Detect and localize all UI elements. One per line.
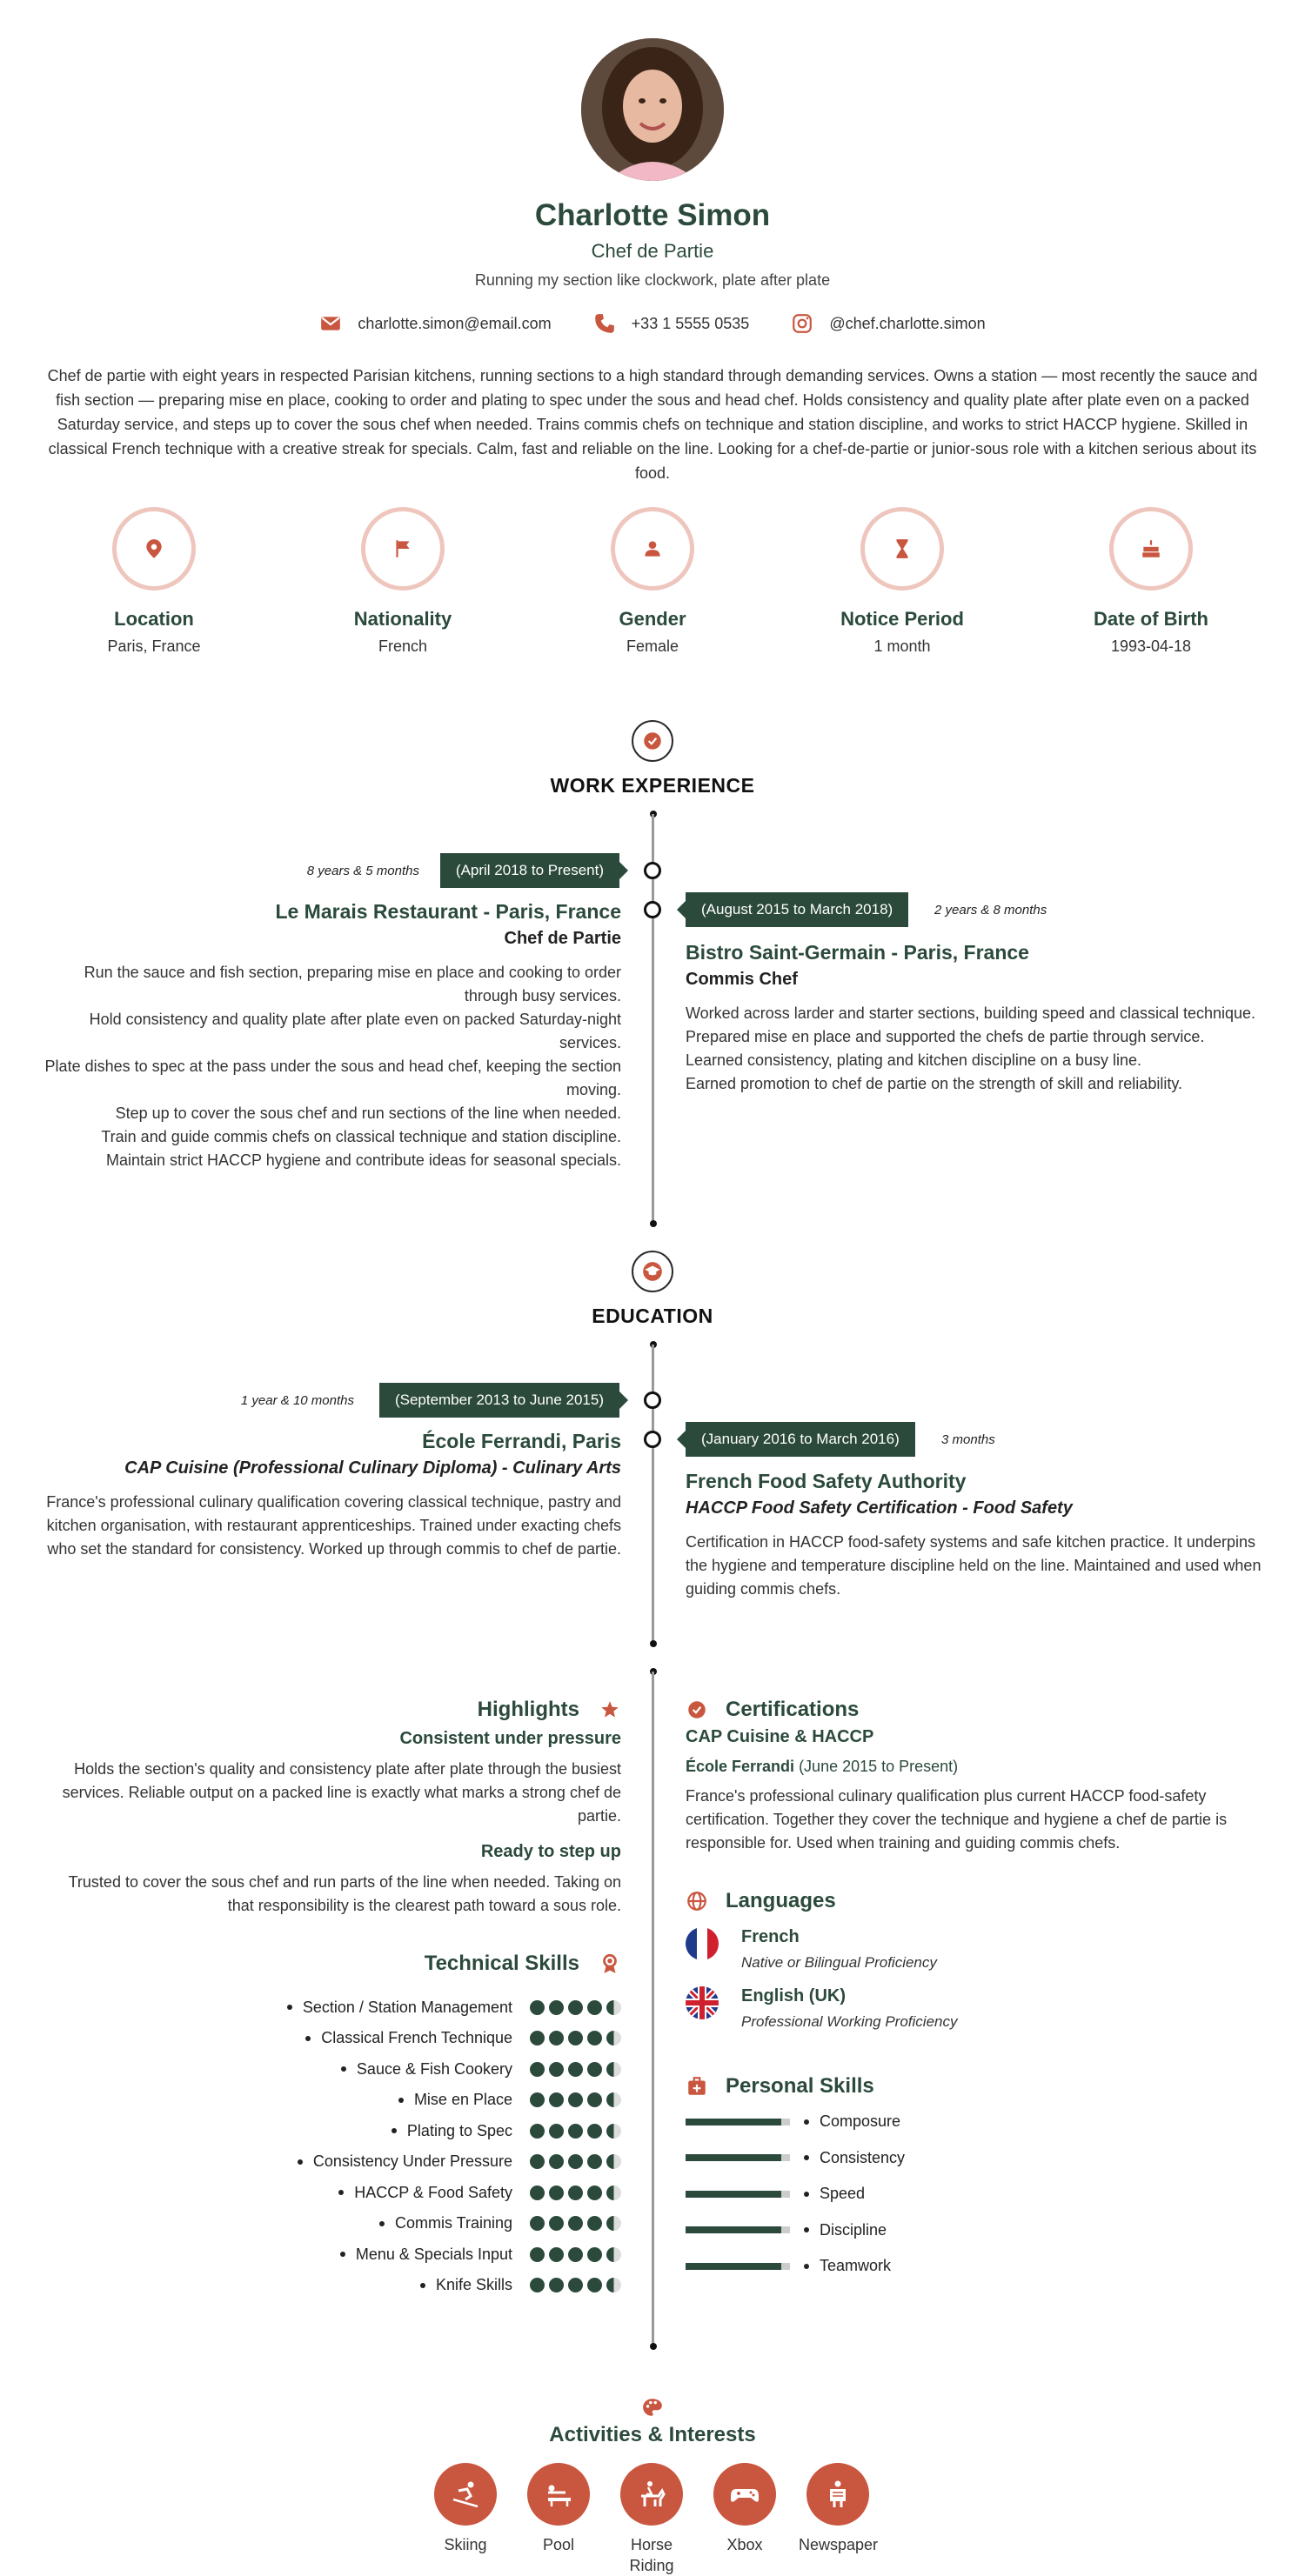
skill-name: Section / Station Management [302,1998,512,2016]
rating-dot [530,2186,545,2200]
rating-dot [549,2000,564,2015]
personal-skills-section [686,2074,1268,2300]
info-label: Nationality [353,608,452,630]
activity-label: Newspaper [799,2536,879,2553]
rating-dot [549,2216,564,2231]
rating-dot [530,2031,545,2045]
duration-label: 3 months [941,1432,995,1447]
timeline-line [652,1672,654,2345]
rating-dot [587,2278,602,2292]
award-ribbon-icon [599,1952,621,1975]
highlight-title: Consistent under pressure [399,1729,621,1748]
info-value: French [378,637,428,655]
description-line: Prepared mise en place and supported the chefs de partie through service. [686,1028,1205,1045]
technical-skill-row [338,2177,621,2208]
bullet [804,2119,809,2125]
activity-pool [519,2463,598,2555]
technical-skills-section [38,1952,621,2317]
pool-icon [541,2477,576,2512]
rating-dot [530,2062,545,2077]
info-label: Gender [619,608,686,630]
activity-xbox [706,2463,784,2555]
timeline-dot [650,1640,657,1647]
skiing-icon [448,2477,483,2512]
rating-dot [587,2186,602,2200]
badge-check-icon [686,1698,708,1721]
graduation-cap-icon [641,1260,664,1283]
date-tag: (September 2013 to June 2015) [379,1383,619,1418]
job-role: Commis Chef [686,970,798,989]
instagram-icon [791,312,813,335]
rating-dot [606,2154,621,2169]
rating-dot [606,2092,621,2107]
rating-dot [530,2247,545,2262]
rating-dot [568,2000,583,2015]
certification-dates: (June 2015 to Present) [799,1758,959,1775]
work-entry [686,941,1268,1096]
skill-name: Speed [820,2185,866,2202]
contact-email[interactable] [319,312,551,335]
info-value: Female [626,637,679,655]
info-gender [557,507,748,656]
rating-dot [606,2216,621,2231]
bullet [804,2192,809,2197]
job-role: Chef de Partie [504,929,621,948]
star-award-icon [599,1698,621,1721]
highlights-section [38,1698,621,1918]
rating-dot [530,2154,545,2169]
rating-dot [587,2247,602,2262]
skill-level-bar [686,2263,790,2270]
skill-name: Consistency Under Pressure [312,2152,512,2170]
skill-name: Consistency [820,2148,906,2166]
skill-name: Menu & Specials Input [355,2245,512,2263]
contact-email-text: charlotte.simon@email.com [358,314,552,332]
school-name: École Ferrandi, Paris [422,1430,621,1452]
skill-name: Knife Skills [435,2276,512,2293]
description-line: Worked across larder and starter sections, building speed and classical technique. [686,1004,1256,1022]
newspaper-icon [820,2477,855,2512]
email-icon [319,312,342,335]
bullet [340,2252,345,2257]
activity-label: Pool [542,2536,575,2553]
flag-icon [392,537,414,560]
section-title: Highlights [477,1698,579,1721]
rating-dot [587,2124,602,2139]
rating-dot [549,2092,564,2107]
work-entry [38,900,621,1172]
skill-name: Composure [820,2112,901,2130]
rating-dot [587,2031,602,2045]
description-line: Plate dishes to spec at the pass under the sous and head chef, keeping the section moving. [44,1058,621,1098]
bullet [420,2283,425,2288]
rating-dot [549,2062,564,2077]
rating-dot [549,2154,564,2169]
duration-label: 1 year & 10 months [240,1393,354,1408]
bullet [298,2159,303,2165]
rating-dot [530,2000,545,2015]
timeline-node [644,862,661,879]
horse-riding-icon [634,2477,669,2512]
description-line: Earned promotion to chef de partie on the strength of skill and reliability. [686,1075,1182,1092]
resume-header [0,38,1305,335]
highlight-title: Ready to step up [480,1842,621,1861]
rating-dot [606,2124,621,2139]
skill-level-fill [686,2191,781,2198]
info-notice-period [806,507,998,656]
contact-instagram-text: @chef.charlotte.simon [829,314,986,332]
date-tag: (April 2018 to Present) [440,853,619,888]
skill-name: Sauce & Fish Cookery [356,2059,512,2078]
certification-issuer: École Ferrandi [686,1758,795,1775]
rating-dot [568,2124,583,2139]
timeline-node [644,1391,661,1409]
skill-level-fill [686,2119,781,2126]
avatar [581,38,724,181]
personal-skill-row [686,2112,900,2131]
activity-label: Horse Riding [629,2536,674,2574]
skill-rating [530,2031,621,2045]
rating-dot [568,2247,583,2262]
rating-dot [568,2216,583,2231]
palette-icon [641,2396,664,2419]
bullet [804,2264,809,2269]
language-level: Professional Working Proficiency [741,2013,958,2030]
skill-level-bar [686,2226,790,2233]
rating-dot [549,2124,564,2139]
job-title: Chef de Partie [591,240,714,262]
personal-skill-row [686,2221,887,2239]
skill-name: Discipline [820,2220,887,2239]
rating-dot [530,2092,545,2107]
info-value: 1993-04-18 [1110,637,1192,655]
duration-label: 2 years & 8 months [934,903,1047,918]
personal-skill-row [686,2149,905,2167]
languages-section [686,1889,1268,2080]
duration-label: 8 years & 5 months [306,864,419,878]
skill-rating [530,2186,621,2200]
info-label: Location [114,608,194,630]
skill-name: Mise en Place [413,2091,512,2108]
timeline-dot [650,1220,657,1227]
skill-rating [530,2062,621,2077]
personal-skill-row [686,2185,865,2203]
entry-description [38,961,621,1172]
section-title: EDUCATION [592,1305,713,1327]
school-name: French Food Safety Authority [686,1470,967,1492]
skill-name: Classical French Technique [321,2029,512,2046]
info-label: Notice Period [840,608,964,630]
certifications-section [686,1698,1268,1855]
description-line: Hold consistency and quality plate after plate even on packed Saturday-night services. [89,1011,621,1051]
language-item [686,1927,937,1972]
skill-level-fill [686,2154,781,2161]
education-heading [0,1251,1305,1328]
bullet [341,2066,346,2072]
rating-dot [587,2216,602,2231]
section-title: Certifications [726,1698,860,1721]
info-nationality [307,507,499,656]
skill-level-fill [686,2226,781,2233]
info-location [58,507,250,656]
activity-horse-riding [612,2463,691,2576]
bullet [305,2036,311,2041]
timeline-line [652,1345,654,1644]
skill-name: Plating to Spec [406,2121,512,2139]
technical-skill-row [340,2239,621,2270]
skill-name: Commis Training [394,2214,512,2232]
technical-skill-row [398,2085,621,2116]
timeline-node [644,1431,661,1448]
technical-skill-row [341,2053,621,2085]
hourglass-icon [891,537,914,560]
description-line: Learned consistency, plating and kitchen discipline on a busy line. [686,1051,1141,1069]
section-title: Personal Skills [726,2074,874,2098]
highlight-body: Holds the section's quality and consistency plate after plate through the busiest services. Reliable output on a packed line is exactly what marks a strong chef de partie. [62,1760,621,1825]
description-line: Run the sauce and fish section, preparing mise en place and cooking to order through busy services. [84,964,621,1004]
first-aid-kit-icon [686,2075,708,2098]
section-title: WORK EXPERIENCE [550,774,755,797]
technical-skill-row [420,2270,621,2301]
degree-name: CAP Cuisine (Professional Culinary Diploma) - Culinary Arts [124,1458,621,1478]
activity-newspaper [799,2463,877,2555]
activities-heading: Activities & Interests [549,2423,756,2446]
rating-dot [587,2154,602,2169]
contact-phone-text: +33 1 5555 0535 [631,314,750,332]
skill-level-bar [686,2119,790,2126]
contact-instagram[interactable] [791,312,985,335]
timeline-node [644,901,661,918]
rating-dot [587,2062,602,2077]
info-label: Date of Birth [1094,608,1208,630]
globe-icon [686,1890,708,1912]
activity-skiing [426,2463,505,2555]
skill-name: Teamwork [820,2257,892,2274]
description-line: Train and guide commis chefs on classical technique and station discipline. [101,1128,621,1145]
rating-dot [606,2062,621,2077]
skill-level-fill [686,2263,781,2270]
rating-dot [530,2278,545,2292]
contact-list [0,312,1305,335]
rating-dot [606,2031,621,2045]
technical-skill-row [287,1992,621,2023]
activity-label: Skiing [444,2536,487,2553]
section-title: Technical Skills [424,1952,579,1975]
bullet [398,2098,404,2103]
rating-dot [568,2092,583,2107]
rating-dot [549,2278,564,2292]
rating-dot [587,2000,602,2015]
skill-rating [530,2092,621,2107]
bullet [338,2190,344,2195]
entry-description: Certification in HACCP food-safety systems and safe kitchen practice. It underpins the hygiene and temperature discipline held on the line. Maintained and used when guiding commis chefs. [686,1533,1262,1598]
rating-dot [606,2186,621,2200]
rating-dot [606,2247,621,2262]
bullet [379,2221,385,2226]
badge-check-icon [641,730,664,752]
language-level: Native or Bilingual Proficiency [741,1954,937,1971]
skill-rating [530,2154,621,2169]
activity-label: Xbox [726,2536,763,2553]
rating-dot [568,2154,583,2169]
info-value: Paris, France [107,637,201,655]
rating-dot [530,2124,545,2139]
education-entry [38,1430,621,1561]
timeline-dot [650,2343,657,2350]
bullet [392,2128,397,2133]
rating-dot [587,2092,602,2107]
bullet [287,2005,292,2010]
contact-phone[interactable] [593,312,750,335]
language-name: English (UK) [741,1986,846,2005]
technical-skill-row [379,2208,621,2239]
description-line: Maintain strict HACCP hygiene and contribute ideas for seasonal specials. [106,1151,621,1169]
rating-dot [549,2186,564,2200]
candidate-name: Charlotte Simon [534,198,771,232]
info-value: 1 month [873,637,931,655]
skill-rating [530,2247,621,2262]
work-experience-heading [0,720,1305,797]
highlight-body: Trusted to cover the sous chef and run parts of the line when needed. Taking on that responsibility is the clearest path toward a sous role. [68,1873,621,1914]
rating-dot [549,2031,564,2045]
degree-name: HACCP Food Safety Certification - Food Safety [686,1498,1073,1518]
rating-dot [568,2186,583,2200]
description-line: Step up to cover the sous chef and run sections of the line when needed. [115,1104,621,1122]
skill-rating [530,2124,621,2139]
bullet [804,2155,809,2160]
rating-dot [606,2278,621,2292]
language-name: French [741,1927,800,1946]
person-icon [641,537,664,560]
entry-description [686,1002,1268,1096]
skill-level-bar [686,2154,790,2161]
certification-body: France's professional culinary qualification plus current HACCP food-safety certification. Together they cover the technique and hygiene a chef de partie is responsible for. Used when training and guiding commis chefs. [686,1787,1228,1852]
rating-dot [530,2216,545,2231]
certification-meta [686,1758,1268,1776]
rating-dot [568,2062,583,2077]
company-name: Le Marais Restaurant - Paris, France [275,900,621,923]
profile-summary: Chef de partie with eight years in respected Parisian kitchens, running sections to a high standard through demanding services. Owns a station — most recently the sauce and fish section — preparing mise en place, cooking to order and plating to spec under the sous and head chef. Holds consistency and quality plate after plate even on a packed Saturday service, and steps up to cover the sous chef when needed. Trains commis chefs on technique and station discipline, and works to strict HACCP hygiene. Skilled in classical French technique with a creative streak for specials. Calm, fast and reliable on the line. Looking for a chef-de-partie or junior-sous role with a kitchen serious about its food. [47,367,1258,482]
headline: Running my section like clockwork, plate after plate [474,271,831,289]
technical-skill-row [305,2023,621,2054]
personal-skill-row [686,2257,891,2275]
language-item [686,1986,957,2031]
certification-title: CAP Cuisine & HACCP [686,1727,874,1746]
technical-skill-row [392,2115,621,2146]
skill-rating [530,2278,621,2292]
bullet [804,2227,809,2232]
skill-rating [530,2216,621,2231]
rating-dot [606,2000,621,2015]
skill-name: HACCP & Food Safety [354,2183,512,2201]
skill-rating [530,2000,621,2015]
location-pin-icon [143,537,165,560]
info-date-of-birth [1055,507,1247,656]
technical-skill-row [298,2146,621,2178]
rating-dot [568,2278,583,2292]
skill-level-bar [686,2191,790,2198]
education-entry [686,1470,1268,1601]
uk-flag-icon [686,1986,719,2019]
date-tag: (January 2016 to March 2016) [686,1422,915,1457]
date-tag: (August 2015 to March 2018) [686,892,908,927]
rating-dot [568,2031,583,2045]
rating-dot [549,2247,564,2262]
section-title: Languages [726,1889,836,1912]
cake-icon [1140,537,1162,560]
entry-description: France's professional culinary qualification covering classical technique, pastry and kitchen organisation, with restaurant apprenticeships. Trained under exacting chefs who set the standard for consistency. Worked up through commis to chef de partie. [46,1493,621,1558]
company-name: Bistro Saint-Germain - Paris, France [686,941,1029,964]
gamepad-icon [727,2477,762,2512]
phone-icon [593,312,616,335]
france-flag-icon [686,1927,719,1960]
